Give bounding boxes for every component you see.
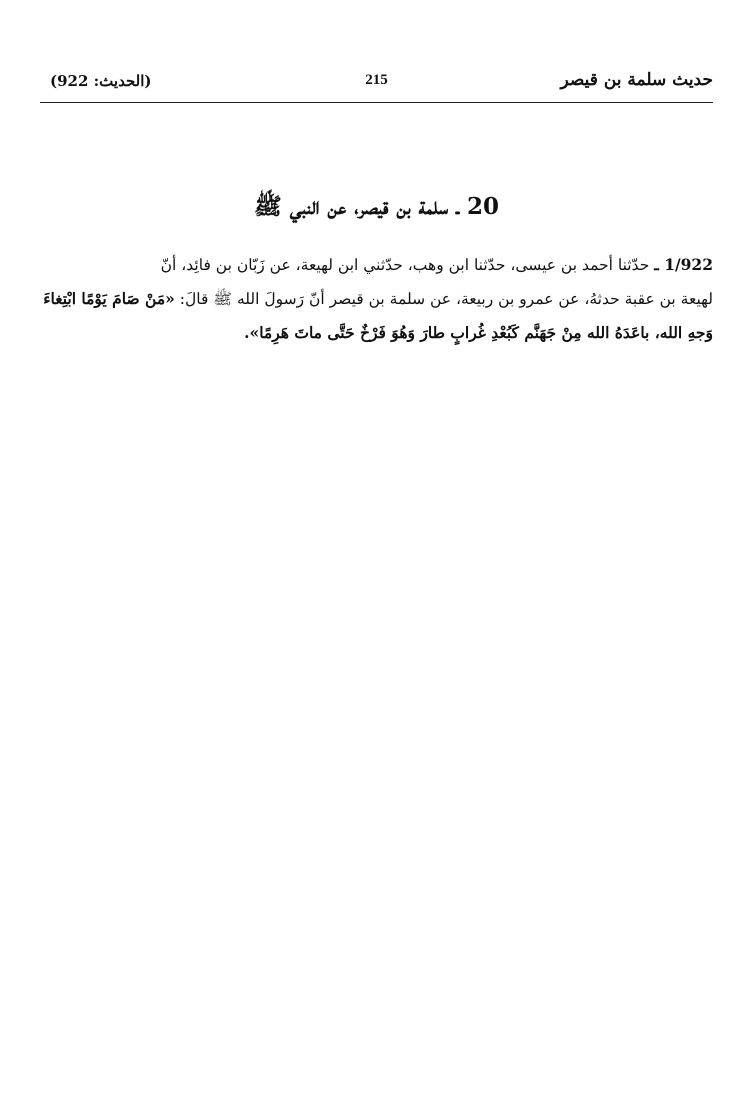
hadith-line-2: [40, 282, 713, 316]
hadith-range: (الحديث: 922): [50, 72, 152, 90]
hadith-line-1: [40, 248, 713, 282]
running-header: [40, 66, 713, 96]
hadith-line-3: وَجهِ الله، باعَدَهُ الله مِنْ جَهَنَّم كَبُعْدِ غُرابٍ طارَ وَهُوَ فَرْخٌ حَتَّى ماتَ هَرِمًا».: [244, 323, 713, 342]
running-title: حديث سلمة بن قيصر: [560, 70, 713, 90]
hadith-matn-start: «مَنْ صَامَ يَوْمًا ابْتِغاءَ: [43, 289, 175, 308]
hadith-number: 1/922 ـ: [654, 255, 713, 274]
hadith-isnad-part-2: لهيعة بن عقبة حدثهُ، عن عمرو بن ربيعة، عن سلمة بن قيصر أنّ رَسولَ الله ﷺ قالَ:: [179, 290, 713, 308]
header-rule: [40, 102, 713, 103]
page-number: 215: [365, 72, 388, 88]
hadith-isnad-part-1: حدّثنا أحمد بن عيسى، حدّثنا ابن وهب، حدّثني ابن لهيعة، عن زَبّان بن فائِد، أنّ: [160, 256, 650, 274]
hadith-text: [40, 248, 713, 350]
chapter-title: 20 ـ سلمة بن قيصر، عن النبي ﷺ: [254, 193, 499, 220]
